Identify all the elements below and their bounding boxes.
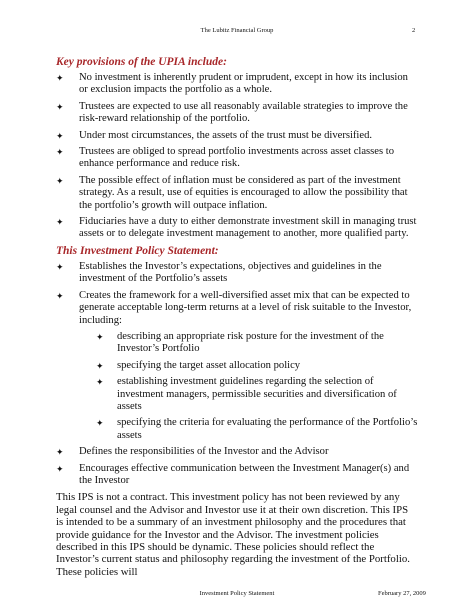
page-header-firm: The Lubitz Financial Group xyxy=(200,27,274,34)
diamond-bullet-icon: ✦ xyxy=(96,418,104,429)
ips-item xyxy=(56,290,418,327)
upia-item xyxy=(56,146,418,171)
ips-subitem xyxy=(96,376,418,413)
diamond-bullet-icon: ✦ xyxy=(56,217,64,228)
diamond-bullet-icon: ✦ xyxy=(56,147,64,158)
upia-item-text: Trustees are obliged to spread portfolio investments across asset classes to enhance performance and reduce risk. xyxy=(79,146,395,170)
upia-item xyxy=(56,130,418,142)
diamond-bullet-icon: ✦ xyxy=(96,360,104,371)
ips-heading: This Investment Policy Statement: xyxy=(56,244,219,257)
footer-date: February 27, 2009 xyxy=(378,590,426,597)
ips-item xyxy=(56,463,418,488)
diamond-bullet-icon: ✦ xyxy=(56,73,64,83)
upia-item xyxy=(56,175,418,212)
ips-item xyxy=(56,446,418,458)
upia-item xyxy=(56,216,418,241)
diamond-bullet-icon: ✦ xyxy=(96,331,104,342)
ips-subitem-text: describing an appropriate risk posture for the investment of the Investor’s Portfolio xyxy=(117,330,384,355)
ips-item-text: Encourages effective communication between the Investment Manager(s) and the Investor xyxy=(79,462,410,486)
diamond-bullet-icon: ✦ xyxy=(96,377,104,388)
ips-subitem-text: establishing investment guidelines regarding the selection of investment managers, permissible securities and diversification of assets xyxy=(117,376,397,412)
upia-item-text: No investment is inherently prudent or imprudent, except in how its inclusion or exclusion impacts the portfolio as a whole. xyxy=(79,72,408,96)
diamond-bullet-icon: ✦ xyxy=(56,261,64,272)
page-content xyxy=(56,56,418,578)
footer-document-title: Investment Policy Statement xyxy=(199,590,275,597)
ips-subitem xyxy=(96,360,418,372)
ips-item xyxy=(56,261,418,286)
diamond-bullet-icon: ✦ xyxy=(56,101,64,112)
ips-item-text: Creates the framework for a well-diversified asset mix that can be expected to generate acceptable long-term returns at a level of risk suitable to the Investor, including: xyxy=(79,289,412,326)
upia-item-text: Trustees are expected to use all reasonably available strategies to improve the risk-reward relationship of the portfolio. xyxy=(79,100,408,125)
upia-item-text: The possible effect of inflation must be considered as part of the investment strategy. As a result, use of equities is encouraged to allow the possibility that the portfolio’s growth will outpace inflation. xyxy=(79,174,408,211)
upia-heading: Key provisions of the UPIA include: xyxy=(56,56,227,68)
ips-subitem-text: specifying the criteria for evaluating the performance of the Portfolio’s assets xyxy=(117,417,418,441)
ips-item-text: Defines the responsibilities of the Investor and the Advisor xyxy=(79,446,329,458)
ips-subitem xyxy=(96,331,418,356)
diamond-bullet-icon: ✦ xyxy=(56,463,64,474)
page-number: 2 xyxy=(412,27,416,34)
ips-subitem-text: specifying the target asset allocation policy xyxy=(117,359,301,371)
upia-item xyxy=(56,72,418,97)
upia-item-text: Under most circumstances, the assets of the trust must be diversified. xyxy=(79,129,373,141)
diamond-bullet-icon: ✦ xyxy=(56,447,64,458)
diamond-bullet-icon: ✦ xyxy=(56,290,64,301)
ips-subitem xyxy=(96,417,418,442)
upia-item-text: Fiduciaries have a duty to either demonstrate investment skill in managing trust assets or to delegate investment management to another, more qualified party. xyxy=(79,216,417,240)
ips-item-text: Establishes the Investor’s expectations, objectives and guidelines in the investment of the Portfolio’s assets xyxy=(79,260,382,285)
diamond-bullet-icon: ✦ xyxy=(56,175,64,186)
diamond-bullet-icon: ✦ xyxy=(56,130,64,141)
disclaimer-paragraph: This IPS is not a contract. This investment policy has not been reviewed by any legal counsel and the Advisor and Investor use it at their own discretion. This IPS is intended to be a summary of an investment philosophy and the procedures that provide guidance for the Investor and the Advisor. The investment policies described in this IPS should be dynamic. These policies should reflect the Investor’s current status and philosophy regarding the investment of the Portfolio. These policies will xyxy=(56,491,410,578)
upia-item xyxy=(56,101,418,126)
